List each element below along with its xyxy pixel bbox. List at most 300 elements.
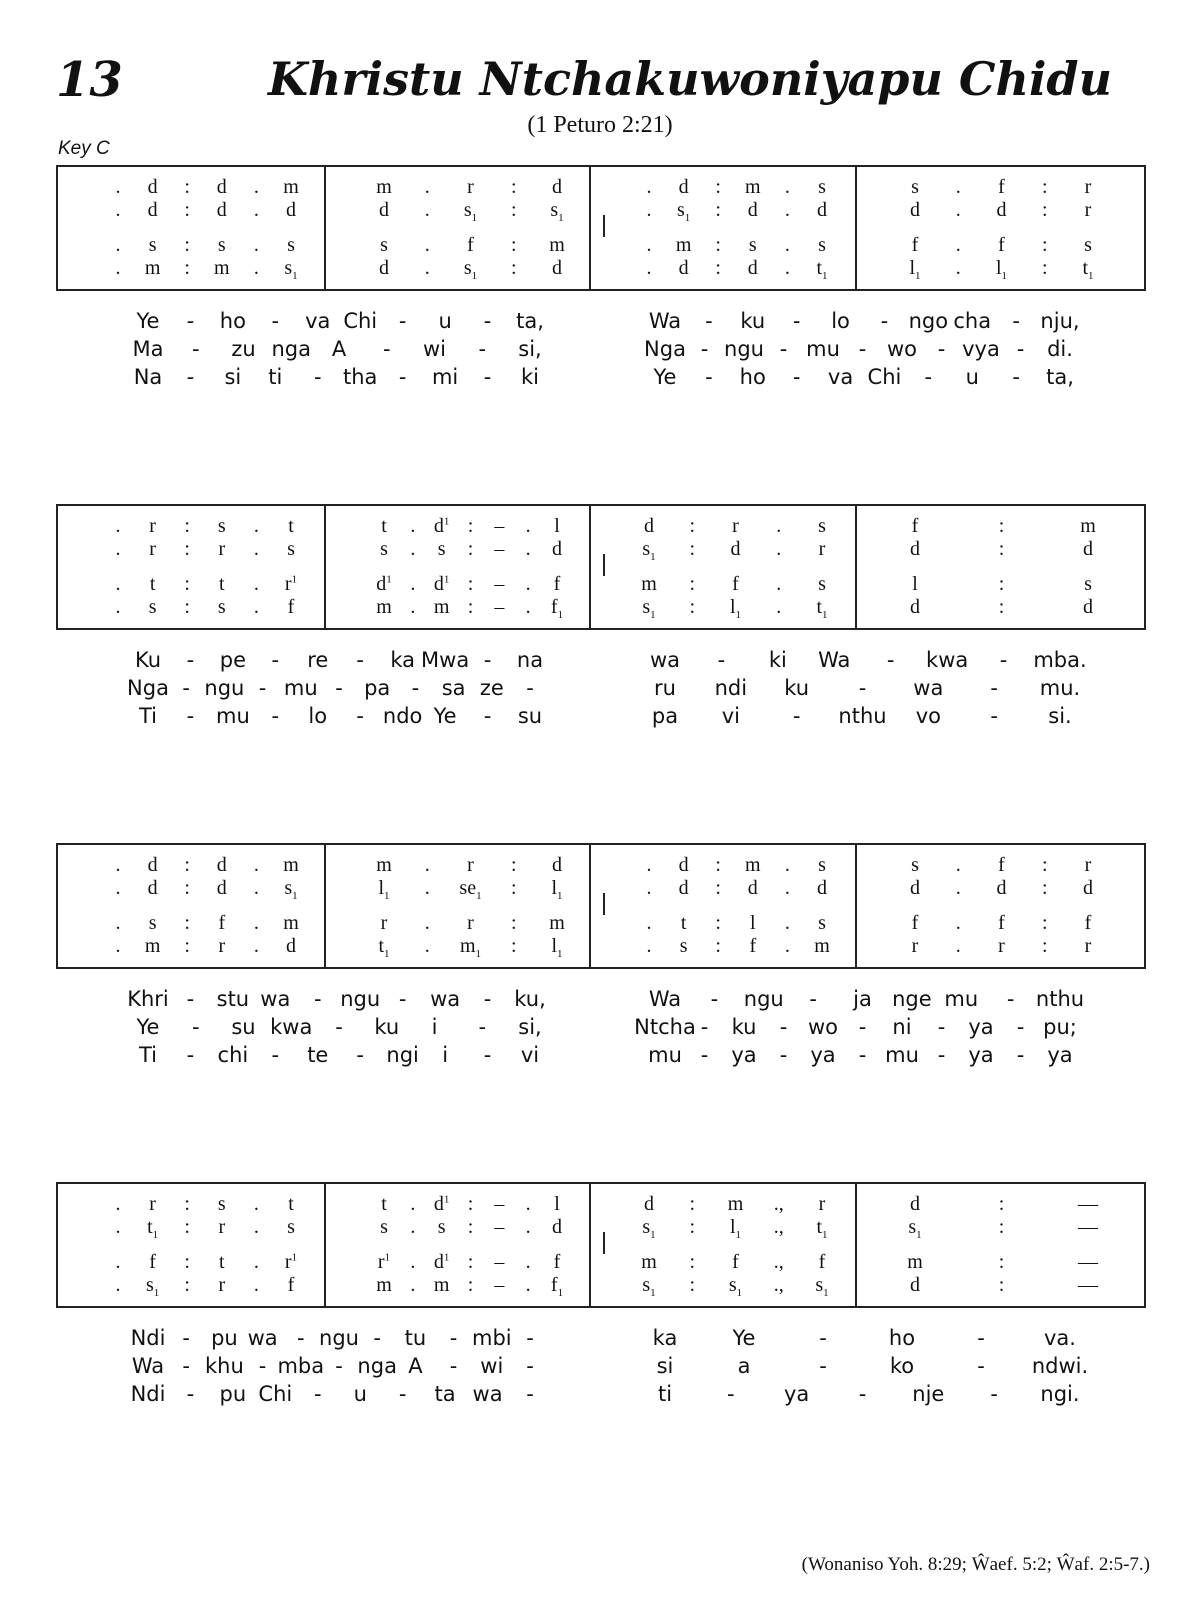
lyric-syllable: ku, bbox=[514, 987, 546, 1011]
solfa-note: m bbox=[376, 1274, 392, 1296]
lyric-syllable: mu bbox=[283, 676, 318, 700]
lyric-syllable: nthu bbox=[838, 704, 887, 728]
solfa-note: . bbox=[253, 877, 259, 899]
solfa-note: . bbox=[646, 257, 652, 279]
solfa-note: s bbox=[148, 234, 157, 256]
solfa-note: . bbox=[784, 199, 790, 221]
lyric-syllable: si bbox=[224, 365, 242, 389]
lyric-syllable: Wa bbox=[648, 309, 682, 333]
solfa-note: . bbox=[115, 596, 121, 618]
solfa-note: d bbox=[644, 515, 654, 537]
solfa-note: $l_1$ bbox=[551, 935, 563, 960]
lyric-syllable: ta, bbox=[1046, 365, 1074, 389]
solfa-note: d bbox=[147, 199, 158, 221]
solfa-note: d bbox=[678, 877, 689, 899]
barline bbox=[855, 1184, 857, 1306]
solfa-note: s bbox=[818, 176, 826, 198]
solfa-note: d bbox=[910, 199, 920, 221]
syllable-hyphen: - bbox=[191, 1015, 200, 1039]
solfa-note: : bbox=[689, 515, 696, 537]
solfa-note: f bbox=[998, 234, 1005, 256]
solfa-note: s bbox=[287, 538, 295, 560]
lyric-syllable: Ye bbox=[136, 309, 160, 333]
solfa-note: . bbox=[646, 199, 652, 221]
solfa-note: $t_1$ bbox=[816, 596, 828, 621]
key-signature: Key C bbox=[58, 138, 110, 159]
syllable-hyphen: - bbox=[999, 648, 1008, 672]
solfa-note: f bbox=[818, 1251, 826, 1273]
solfa-note: d bbox=[552, 538, 562, 560]
solfa-note: f bbox=[553, 573, 561, 595]
solfa-note: r bbox=[467, 854, 474, 876]
solfa-note: : bbox=[467, 1251, 474, 1273]
syllable-hyphen: - bbox=[990, 704, 998, 728]
lyric-syllable: kwa bbox=[926, 648, 969, 672]
solfa-note: . bbox=[646, 935, 652, 957]
lyric-syllable: ngi. bbox=[1040, 1382, 1080, 1406]
solfa-note: : bbox=[467, 596, 474, 618]
lyric-syllable: nga bbox=[357, 1354, 397, 1378]
solfa-note: $r^1$ bbox=[284, 573, 298, 595]
solfa-note: d bbox=[1083, 596, 1093, 618]
solfa-note: : bbox=[998, 1274, 1005, 1296]
lyric-syllable: mba bbox=[277, 1354, 325, 1378]
lyric-syllable: nge bbox=[892, 987, 932, 1011]
solfa-note: . bbox=[776, 596, 782, 618]
lyric-syllable: ya bbox=[968, 1015, 994, 1039]
solfa-note: . bbox=[410, 573, 416, 595]
solfa-note: r bbox=[149, 538, 156, 560]
lyric-syllable: ku bbox=[374, 1015, 400, 1039]
solfa-note: l bbox=[912, 573, 918, 595]
syllable-hyphen: - bbox=[335, 1354, 343, 1378]
lyric-syllable: mi bbox=[431, 365, 459, 389]
lyric-syllable: kwa bbox=[270, 1015, 313, 1039]
solfa-note: . bbox=[253, 1216, 259, 1238]
lyric-syllable: na bbox=[516, 648, 544, 672]
solfa-note: : bbox=[998, 1193, 1005, 1215]
solfa-note: $l_1$ bbox=[995, 257, 1008, 282]
solfa-note: m bbox=[283, 854, 299, 876]
syllable-hyphen: - bbox=[483, 987, 492, 1011]
barline bbox=[589, 1184, 591, 1306]
syllable-hyphen: - bbox=[258, 676, 267, 700]
solfa-note: : bbox=[1041, 912, 1048, 934]
solfa-note: f bbox=[998, 854, 1005, 876]
solfa-note: : bbox=[184, 935, 190, 957]
solfa-note: . bbox=[115, 1274, 121, 1296]
solfa-note: . bbox=[955, 935, 961, 957]
lyric-syllable: A bbox=[408, 1354, 423, 1378]
solfa-note: . bbox=[424, 854, 430, 876]
solfa-note: s bbox=[380, 234, 388, 256]
solfa-note: m bbox=[745, 854, 761, 876]
lyric-syllable: ya bbox=[1047, 1043, 1073, 1067]
solfa-note: . bbox=[115, 1216, 121, 1238]
solfa-note: . bbox=[955, 176, 961, 198]
solfa-note: d bbox=[1083, 538, 1093, 560]
solfa-note: f bbox=[732, 1251, 739, 1273]
syllable-hyphen: - bbox=[356, 648, 365, 672]
solfa-note: r bbox=[911, 935, 919, 957]
solfa-note: d bbox=[147, 176, 158, 198]
solfa-note: : bbox=[1041, 854, 1048, 876]
solfa-note: $t_1$ bbox=[1082, 257, 1094, 282]
solfa-note: . bbox=[424, 912, 430, 934]
lyric-syllable: ni bbox=[892, 1015, 912, 1039]
solfa-note: s bbox=[217, 1193, 226, 1215]
solfa-note: $l_1$ bbox=[551, 877, 563, 902]
barline bbox=[855, 845, 857, 967]
lyric-syllable: vo bbox=[915, 704, 941, 728]
solfa-note: ., bbox=[773, 1216, 784, 1238]
syllable-hyphen: - bbox=[313, 1382, 322, 1406]
solfa-note: m bbox=[641, 573, 657, 595]
solfa-note: d bbox=[147, 877, 158, 899]
syllable-hyphen: - bbox=[313, 987, 322, 1011]
solfa-note: : bbox=[715, 176, 721, 198]
solfa-note: . bbox=[955, 877, 961, 899]
solfa-note: : bbox=[184, 596, 190, 618]
solfa-note: . bbox=[955, 912, 961, 934]
solfa-note: . bbox=[410, 1251, 416, 1273]
solfa-note: f bbox=[1084, 912, 1092, 934]
lyric-syllable: Nga bbox=[644, 337, 686, 361]
solfa-note: : bbox=[184, 573, 190, 595]
solfa-note: . bbox=[253, 234, 259, 256]
solfa-note: m bbox=[641, 1251, 657, 1273]
solfa-note: d bbox=[910, 1274, 920, 1296]
solfa-note: : bbox=[184, 176, 190, 198]
solfa-note: . bbox=[525, 538, 531, 560]
barline bbox=[324, 506, 326, 628]
solfa-note: ., bbox=[773, 1193, 784, 1215]
syllable-hyphen: - bbox=[1016, 337, 1025, 361]
lyric-syllable: ku bbox=[731, 1015, 757, 1039]
lyric-syllable: va bbox=[305, 309, 331, 333]
syllable-hyphen: - bbox=[271, 704, 280, 728]
solfa-note: f bbox=[287, 1274, 295, 1296]
solfa-note: $s_1$ bbox=[463, 199, 478, 224]
lyric-syllable: mbi bbox=[471, 1326, 512, 1350]
solfa-note: : bbox=[184, 854, 190, 876]
solfa-note: . bbox=[955, 199, 961, 221]
solfa-note: m bbox=[675, 234, 692, 256]
solfa-note: s bbox=[911, 176, 919, 198]
solfa-note: $l_1$ bbox=[729, 1216, 742, 1241]
solfa-note: s bbox=[818, 573, 826, 595]
lyric-syllable: ngu bbox=[319, 1326, 359, 1350]
solfa-note: : bbox=[184, 912, 190, 934]
lyric-syllable: chi bbox=[217, 1043, 249, 1067]
syllable-hyphen: - bbox=[398, 1382, 407, 1406]
lyric-syllable: ru bbox=[654, 676, 676, 700]
solfa-note: : bbox=[467, 538, 474, 560]
solfa-note: $d^1$ bbox=[433, 1251, 450, 1273]
solfa-note: t bbox=[149, 573, 156, 595]
solfa-note: $s_1$ bbox=[463, 257, 478, 282]
solfa-note: m bbox=[144, 257, 161, 279]
hymn-title: Khristu Ntchakuwoniyapu Chidu bbox=[267, 52, 1113, 106]
syllable-hyphen: - bbox=[792, 365, 801, 389]
lyric-syllable: Ndi bbox=[130, 1382, 166, 1406]
solfa-note: m bbox=[1080, 515, 1096, 537]
solfa-note: f bbox=[287, 596, 295, 618]
lyric-syllable: Na bbox=[133, 365, 163, 389]
lyric-syllable: sa bbox=[441, 676, 466, 700]
syllable-hyphen: - bbox=[819, 1326, 827, 1350]
syllable-hyphen: - bbox=[990, 1382, 998, 1406]
syllable-hyphen: - bbox=[700, 1015, 709, 1039]
solfa-note: s bbox=[748, 234, 757, 256]
solfa-note: m bbox=[727, 1193, 744, 1215]
solfa-note: . bbox=[115, 176, 121, 198]
solfa-note: l bbox=[554, 515, 560, 537]
syllable-hyphen: - bbox=[382, 337, 391, 361]
solfa-note: $f_1$ bbox=[550, 1274, 564, 1299]
half-barline bbox=[603, 1232, 605, 1254]
solfa-note: . bbox=[776, 573, 782, 595]
solfa-note: r bbox=[467, 912, 474, 934]
solfa-note: . bbox=[115, 935, 121, 957]
solfa-note: . bbox=[253, 1193, 259, 1215]
solfa-note: : bbox=[510, 176, 517, 198]
solfa-note: d bbox=[747, 877, 758, 899]
solfa-note: $s_1$ bbox=[815, 1274, 829, 1299]
lyric-syllable: di. bbox=[1047, 337, 1073, 361]
syllable-hyphen: - bbox=[937, 1043, 946, 1067]
solfa-note: f bbox=[218, 912, 226, 934]
solfa-note: s bbox=[287, 1216, 295, 1238]
syllable-hyphen: - bbox=[483, 365, 492, 389]
solfa-note: m bbox=[283, 912, 299, 934]
solfa-note: . bbox=[646, 854, 652, 876]
solfa-note: : bbox=[998, 596, 1005, 618]
barline bbox=[324, 1184, 326, 1306]
lyric-syllable: ngu bbox=[340, 987, 381, 1011]
solfa-note: $l_1$ bbox=[729, 596, 742, 621]
solfa-note: d bbox=[678, 854, 689, 876]
lyric-syllable: su bbox=[231, 1015, 256, 1039]
syllable-hyphen: - bbox=[258, 1354, 267, 1378]
lyric-syllable: Wa bbox=[648, 987, 682, 1011]
solfa-note: m bbox=[745, 176, 761, 198]
syllable-hyphen: - bbox=[977, 1354, 985, 1378]
syllable-hyphen: - bbox=[880, 309, 889, 333]
syllable-hyphen: - bbox=[356, 704, 365, 728]
syllable-hyphen: - bbox=[526, 1354, 534, 1378]
lyric-syllable: wi bbox=[422, 337, 447, 361]
lyric-syllable: su bbox=[517, 704, 543, 728]
solfa-note: . bbox=[955, 234, 961, 256]
solfa-note: d bbox=[552, 176, 562, 198]
lyric-syllable: nga bbox=[271, 337, 312, 361]
solfa-note: . bbox=[955, 257, 961, 279]
solfa-note: . bbox=[115, 538, 121, 560]
lyric-syllable: u bbox=[438, 309, 452, 333]
solfa-note: s bbox=[287, 234, 295, 256]
solfa-note: : bbox=[467, 1216, 474, 1238]
lyric-syllable: A bbox=[331, 337, 347, 361]
syllable-hyphen: - bbox=[792, 704, 801, 728]
syllable-hyphen: - bbox=[526, 1382, 534, 1406]
solfa-note: . bbox=[410, 515, 416, 537]
lyric-syllable: tha bbox=[343, 365, 378, 389]
barline bbox=[324, 845, 326, 967]
solfa-note: . bbox=[646, 912, 652, 934]
barline bbox=[589, 845, 591, 967]
solfa-note: $d^1$ bbox=[433, 1193, 450, 1215]
lyric-syllable: tu bbox=[404, 1326, 427, 1350]
syllable-hyphen: - bbox=[335, 1015, 343, 1039]
solfa-note: m bbox=[376, 596, 392, 618]
solfa-note: $s_1$ bbox=[284, 877, 298, 902]
solfa-note: . bbox=[115, 1251, 121, 1273]
solfa-note: $s_1$ bbox=[642, 596, 656, 621]
lyric-syllable: ku bbox=[784, 676, 810, 700]
solfa-note: : bbox=[689, 573, 696, 595]
solfa-note: . bbox=[253, 257, 259, 279]
syllable-hyphen: - bbox=[819, 1354, 827, 1378]
solfa-note: s bbox=[380, 538, 388, 560]
lyric-syllable: ku bbox=[740, 309, 766, 333]
solfa-note: m bbox=[376, 854, 392, 876]
lyric-syllable: mu bbox=[885, 1043, 919, 1067]
solfa-note: d bbox=[910, 596, 920, 618]
lyric-syllable: ngu bbox=[743, 987, 784, 1011]
solfa-note: : bbox=[184, 1216, 190, 1238]
lyric-syllable: khu bbox=[205, 1354, 244, 1378]
solfa-note: f bbox=[998, 176, 1005, 198]
solfa-note: d bbox=[216, 877, 227, 899]
solfa-note: s bbox=[1084, 573, 1092, 595]
solfa-note: : bbox=[184, 1274, 190, 1296]
solfa-note: : bbox=[715, 877, 721, 899]
solfa-note: . bbox=[253, 854, 259, 876]
solfa-note: : bbox=[510, 935, 517, 957]
lyric-syllable: mu bbox=[215, 704, 250, 728]
solfa-note: . bbox=[525, 515, 531, 537]
solfa-note: d bbox=[996, 877, 1007, 899]
syllable-hyphen: - bbox=[1016, 1015, 1025, 1039]
lyric-syllable: mba. bbox=[1033, 648, 1087, 672]
solfa-note: : bbox=[1041, 935, 1048, 957]
solfa-note: m bbox=[814, 935, 830, 957]
barline bbox=[324, 167, 326, 289]
solfa-note: r bbox=[218, 1216, 226, 1238]
solfa-note: . bbox=[525, 596, 531, 618]
lyric-syllable: ngi bbox=[386, 1043, 419, 1067]
lyric-syllable: si, bbox=[518, 337, 542, 361]
solfa-note: . bbox=[525, 1193, 531, 1215]
solfa-note: . bbox=[424, 199, 430, 221]
solfa-note: : bbox=[1041, 234, 1048, 256]
solfa-note: : bbox=[510, 257, 517, 279]
lyric-syllable: i bbox=[431, 1015, 438, 1039]
solfa-note: – bbox=[494, 1251, 505, 1273]
solfa-note: . bbox=[776, 538, 782, 560]
solfa-note: $d^1$ bbox=[433, 573, 450, 595]
lyric-syllable: ya bbox=[784, 1382, 810, 1406]
syllable-hyphen: - bbox=[779, 1043, 788, 1067]
solfa-note: – bbox=[494, 1193, 505, 1215]
syllable-hyphen: - bbox=[858, 676, 867, 700]
lyric-syllable: vi bbox=[721, 704, 740, 728]
solfa-note: : bbox=[715, 854, 721, 876]
solfa-note: $t_1$ bbox=[378, 935, 390, 960]
solfa-note: . bbox=[646, 877, 652, 899]
solfa-note: . bbox=[253, 912, 259, 934]
solfa-note: : bbox=[689, 538, 696, 560]
lyric-syllable: ko bbox=[889, 1354, 915, 1378]
syllable-hyphen: - bbox=[186, 987, 195, 1011]
solfa-note: s bbox=[380, 1216, 388, 1238]
solfa-note: – bbox=[494, 515, 505, 537]
solfa-note: . bbox=[525, 1216, 531, 1238]
solfa-note: . bbox=[525, 1251, 531, 1273]
solfa-note: . bbox=[784, 234, 790, 256]
solfa-note: d bbox=[552, 257, 562, 279]
solfa-note: s bbox=[437, 538, 446, 560]
solfa-note: . bbox=[525, 1274, 531, 1296]
solfa-note: : bbox=[998, 538, 1005, 560]
lyric-syllable: ti bbox=[268, 365, 283, 389]
solfa-note: t bbox=[288, 515, 294, 537]
solfa-note: l bbox=[750, 912, 756, 934]
solfa-note: . bbox=[115, 515, 121, 537]
solfa-note: . bbox=[410, 1193, 416, 1215]
half-barline bbox=[603, 554, 605, 576]
solfa-note: $d^1$ bbox=[433, 515, 450, 537]
solfa-note: . bbox=[115, 234, 121, 256]
solfa-note: : bbox=[715, 257, 721, 279]
syllable-hyphen: - bbox=[478, 1015, 487, 1039]
syllable-hyphen: - bbox=[335, 676, 343, 700]
lyric-syllable: ngo bbox=[908, 309, 949, 333]
solfa-note: . bbox=[253, 538, 259, 560]
solfa-note: . bbox=[424, 257, 430, 279]
solfa-note: d bbox=[286, 935, 296, 957]
solfa-note: t bbox=[219, 1251, 225, 1273]
syllable-hyphen: - bbox=[1012, 365, 1020, 389]
solfa-note: $l_1$ bbox=[909, 257, 921, 282]
solfa-note: d bbox=[286, 199, 296, 221]
solfa-note: . bbox=[115, 1193, 121, 1215]
solfa-note: : bbox=[184, 257, 190, 279]
solfa-note: : bbox=[510, 234, 517, 256]
syllable-hyphen: - bbox=[858, 337, 867, 361]
solfa-note: f bbox=[998, 912, 1005, 934]
solfa-note: : bbox=[1041, 199, 1048, 221]
syllable-hyphen: - bbox=[483, 704, 492, 728]
barline bbox=[855, 506, 857, 628]
lyric-syllable: wa bbox=[913, 676, 944, 700]
solfa-note: $r^1$ bbox=[377, 1251, 391, 1273]
solfa-note: $s_1$ bbox=[908, 1216, 922, 1241]
lyric-syllable: pe bbox=[219, 648, 246, 672]
syllable-hyphen: - bbox=[186, 1043, 195, 1067]
syllable-hyphen: - bbox=[1006, 987, 1015, 1011]
solfa-note: . bbox=[784, 854, 790, 876]
solfa-note: d bbox=[1083, 877, 1093, 899]
solfa-note: : bbox=[184, 1251, 190, 1273]
solfa-note: : bbox=[998, 515, 1005, 537]
lyric-syllable: lo bbox=[831, 309, 850, 333]
syllable-hyphen: - bbox=[779, 1015, 788, 1039]
solfa-note: m bbox=[433, 1274, 450, 1296]
solfa-note: d bbox=[678, 257, 689, 279]
lyric-syllable: Nga bbox=[127, 676, 169, 700]
